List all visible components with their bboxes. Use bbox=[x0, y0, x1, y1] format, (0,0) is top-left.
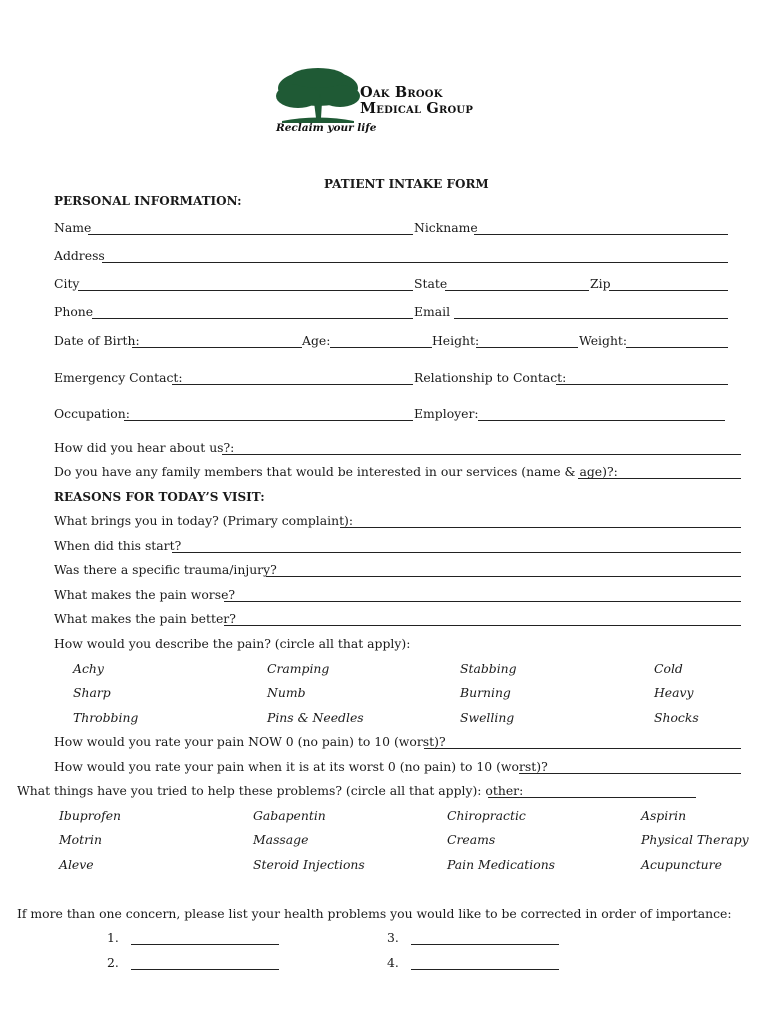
pain-option[interactable]: Cold bbox=[654, 661, 683, 676]
nickname-field[interactable] bbox=[474, 234, 728, 235]
start-label: When did this start? bbox=[54, 538, 182, 553]
family-members-field[interactable] bbox=[578, 478, 741, 479]
concern-field-2[interactable] bbox=[131, 969, 279, 970]
concern-field-3[interactable] bbox=[411, 944, 559, 945]
employer-label: Employer: bbox=[414, 406, 479, 421]
visit-heading: REASONS FOR TODAY’S VISIT: bbox=[54, 490, 265, 504]
logo-tagline: Reclaim your life bbox=[276, 122, 377, 134]
pain-option[interactable]: Shocks bbox=[654, 710, 699, 725]
pain-option[interactable]: Numb bbox=[267, 685, 306, 700]
better-field[interactable] bbox=[224, 625, 741, 626]
list-number: 2. bbox=[107, 955, 119, 970]
worse-field[interactable] bbox=[224, 601, 741, 602]
pain-option[interactable]: Cramping bbox=[267, 661, 330, 676]
relationship-field[interactable] bbox=[556, 384, 728, 385]
state-field[interactable] bbox=[445, 290, 589, 291]
phone-label: Phone bbox=[54, 304, 94, 319]
name-label: Name bbox=[54, 220, 92, 235]
address-label: Address bbox=[54, 248, 105, 263]
hear-about-label: How did you hear about us?: bbox=[54, 440, 235, 455]
rate-now-field[interactable] bbox=[424, 748, 741, 749]
city-label: City bbox=[54, 276, 80, 291]
pain-option[interactable]: Achy bbox=[73, 661, 104, 676]
height-label: Height: bbox=[432, 333, 480, 348]
phone-field[interactable] bbox=[92, 318, 413, 319]
logo-line-2: Medical Group bbox=[360, 100, 474, 117]
tried-other-field[interactable] bbox=[488, 797, 696, 798]
dob-label: Date of Birth: bbox=[54, 333, 140, 348]
age-field[interactable] bbox=[330, 347, 432, 348]
treatment-option[interactable]: Acupuncture bbox=[641, 857, 722, 872]
primary-complaint-field[interactable] bbox=[340, 527, 741, 528]
treatment-option[interactable]: Creams bbox=[447, 832, 496, 847]
treatment-option[interactable]: Aspirin bbox=[641, 808, 687, 823]
concern-instructions: If more than one concern, please list your health problems you would like to be corrected in order of importance: bbox=[17, 906, 732, 921]
email-field[interactable] bbox=[454, 318, 728, 319]
start-field[interactable] bbox=[172, 552, 741, 553]
treatment-option[interactable]: Pain Medications bbox=[447, 857, 556, 872]
pain-option[interactable]: Heavy bbox=[654, 685, 694, 700]
describe-pain-label: How would you describe the pain? (circle all that apply): bbox=[54, 636, 411, 651]
pain-option[interactable]: Stabbing bbox=[460, 661, 517, 676]
occupation-field[interactable] bbox=[124, 420, 413, 421]
relationship-label: Relationship to Contact: bbox=[414, 370, 567, 385]
treatment-option[interactable]: Gabapentin bbox=[253, 808, 326, 823]
emergency-contact-label: Emergency Contact: bbox=[54, 370, 183, 385]
better-label: What makes the pain better? bbox=[54, 611, 236, 626]
pain-option[interactable]: Burning bbox=[460, 685, 511, 700]
treatment-option[interactable]: Steroid Injections bbox=[253, 857, 365, 872]
email-label: Email bbox=[414, 304, 451, 319]
tried-label: What things have you tried to help these problems? (circle all that apply): other: bbox=[17, 783, 524, 798]
treatment-option[interactable]: Massage bbox=[253, 832, 309, 847]
rate-worst-label: How would you rate your pain when it is at its worst 0 (no pain) to 10 (worst)? bbox=[54, 759, 548, 774]
trauma-field[interactable] bbox=[266, 576, 741, 577]
trauma-label: Was there a specific trauma/injury? bbox=[54, 562, 277, 577]
treatment-option[interactable]: Physical Therapy bbox=[641, 832, 749, 847]
emergency-contact-field[interactable] bbox=[172, 384, 413, 385]
list-number: 1. bbox=[107, 930, 119, 945]
occupation-label: Occupation: bbox=[54, 406, 130, 421]
list-number: 3. bbox=[387, 930, 399, 945]
state-label: State bbox=[414, 276, 448, 291]
rate-now-label: How would you rate your pain NOW 0 (no pain) to 10 (worst)? bbox=[54, 734, 446, 749]
treatment-option[interactable]: Ibuprofen bbox=[59, 808, 122, 823]
concern-field-4[interactable] bbox=[411, 969, 559, 970]
zip-label: Zip bbox=[590, 276, 611, 291]
family-members-label: Do you have any family members that would be interested in our services (name & age)?: bbox=[54, 464, 618, 479]
name-field[interactable] bbox=[88, 234, 413, 235]
treatment-option[interactable]: Motrin bbox=[59, 832, 102, 847]
treatment-option[interactable]: Aleve bbox=[59, 857, 94, 872]
dob-field[interactable] bbox=[132, 347, 302, 348]
age-label: Age: bbox=[302, 333, 331, 348]
page-title: PATIENT INTAKE FORM bbox=[324, 177, 489, 191]
personal-info-heading: PERSONAL INFORMATION: bbox=[54, 194, 242, 208]
hear-about-field[interactable] bbox=[222, 454, 741, 455]
logo-line-1: Oak Brook bbox=[360, 84, 443, 101]
worse-label: What makes the pain worse? bbox=[54, 587, 236, 602]
address-field[interactable] bbox=[102, 262, 728, 263]
city-field[interactable] bbox=[78, 290, 413, 291]
pain-option[interactable]: Sharp bbox=[73, 685, 111, 700]
primary-complaint-label: What brings you in today? (Primary complaint): bbox=[54, 513, 354, 528]
nickname-label: Nickname bbox=[414, 220, 478, 235]
pain-option[interactable]: Swelling bbox=[460, 710, 515, 725]
rate-worst-field[interactable] bbox=[519, 773, 741, 774]
weight-field[interactable] bbox=[626, 347, 728, 348]
height-field[interactable] bbox=[476, 347, 578, 348]
zip-field[interactable] bbox=[609, 290, 728, 291]
pain-option[interactable]: Throbbing bbox=[73, 710, 139, 725]
employer-field[interactable] bbox=[478, 420, 725, 421]
pain-option[interactable]: Pins & Needles bbox=[267, 710, 364, 725]
weight-label: Weight: bbox=[579, 333, 628, 348]
concern-field-1[interactable] bbox=[131, 944, 279, 945]
treatment-option[interactable]: Chiropractic bbox=[447, 808, 526, 823]
list-number: 4. bbox=[387, 955, 399, 970]
